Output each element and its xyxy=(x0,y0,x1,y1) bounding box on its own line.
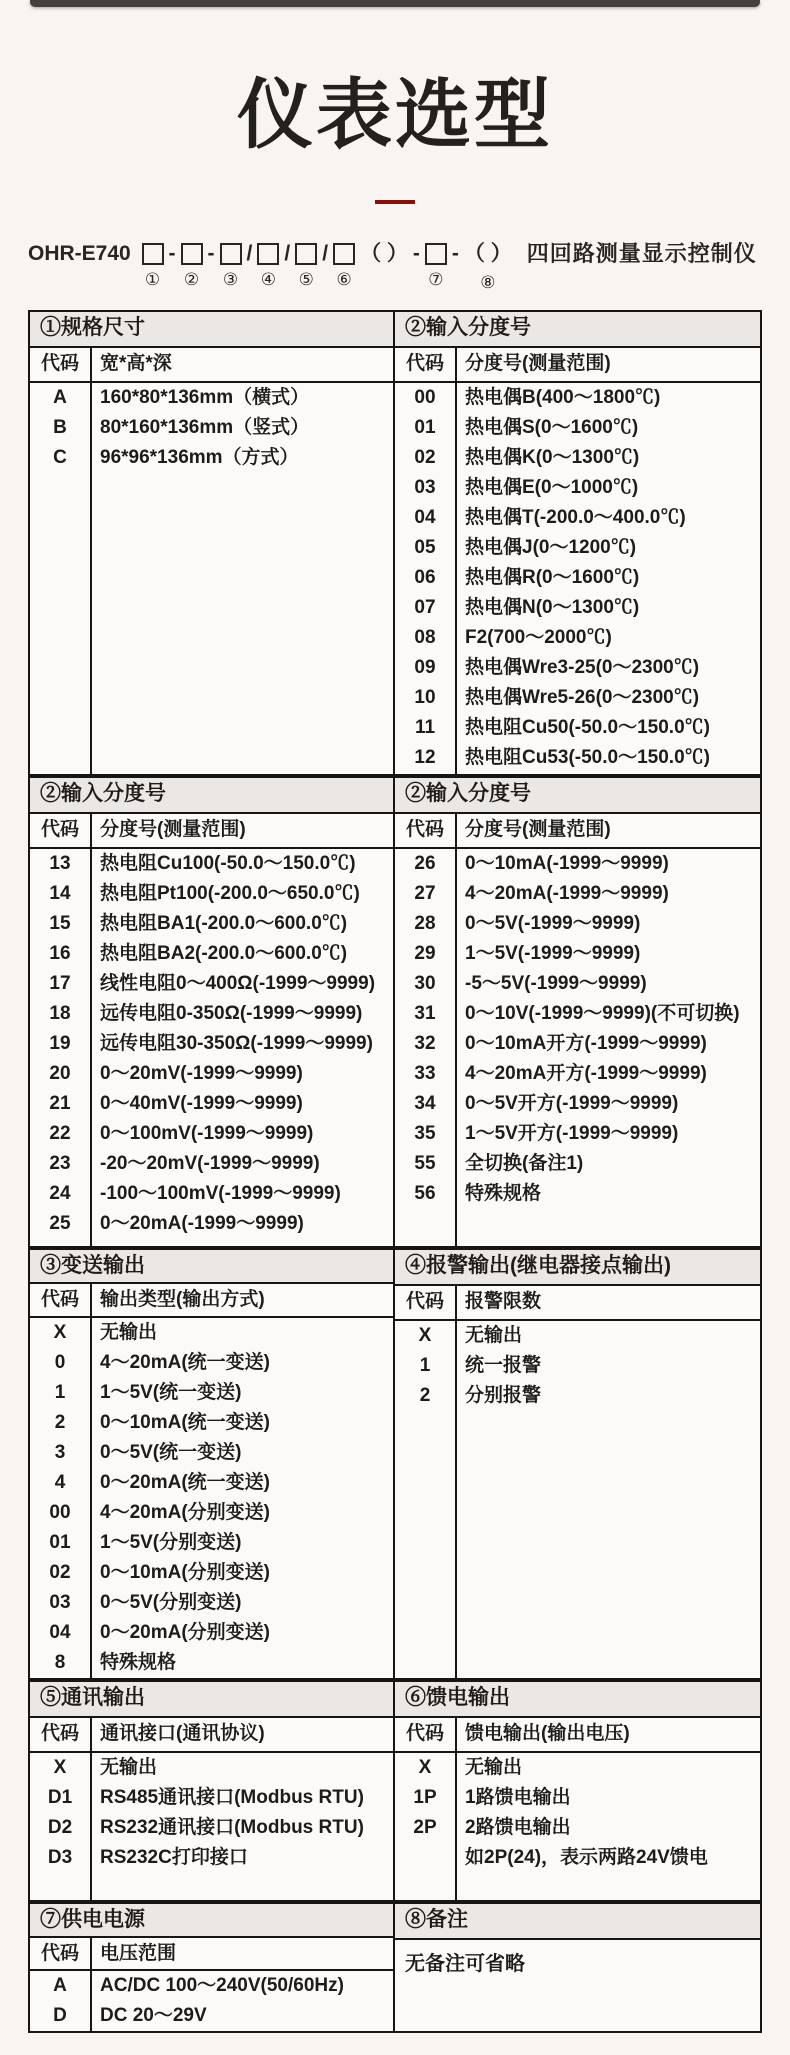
desc-cell: 1路馈电输出 xyxy=(465,1787,571,1808)
code-cell: 21 xyxy=(49,1093,71,1114)
desc-cell: -100～100mV(-1999～9999) xyxy=(100,1183,341,1204)
code-cell: 8 xyxy=(54,1652,66,1673)
code-cell: 2 xyxy=(54,1412,66,1433)
model-line-unit xyxy=(142,240,164,291)
table-body xyxy=(30,1318,393,1678)
model-description: 四回路测量显示控制仪 xyxy=(526,241,757,266)
model-line-unit xyxy=(464,240,512,294)
code-cell: A xyxy=(53,1975,67,1996)
column-header xyxy=(30,1284,393,1318)
code-cell: 05 xyxy=(414,537,436,558)
code-cell: 20 xyxy=(49,1063,71,1084)
desc-cell: 无输出 xyxy=(100,1322,158,1343)
desc-cell: 远传电阻30-350Ω(-1999～9999) xyxy=(100,1033,373,1054)
code-cell: 1 xyxy=(54,1382,66,1403)
model-text: - xyxy=(207,242,215,265)
desc-cell: 无输出 xyxy=(465,1325,523,1346)
section-header: ②输入分度号 xyxy=(395,312,760,348)
desc-cell: 远传电阻0-350Ω(-1999～9999) xyxy=(100,1003,363,1024)
col-header-desc: 分度号(测量范围) xyxy=(465,819,611,840)
desc-cell: 4～20mA(-1999～9999) xyxy=(465,883,669,904)
desc-cell: 0～10V(-1999～9999)(不可切换) xyxy=(465,1003,740,1024)
desc-cell: 0～40mV(-1999～9999) xyxy=(100,1093,303,1114)
model-placeholder-box xyxy=(333,243,355,265)
column-header xyxy=(30,1938,393,1971)
desc-cell: RS232C打印接口 xyxy=(100,1847,248,1868)
code-cell: 00 xyxy=(49,1502,71,1523)
model-placeholder-box xyxy=(220,243,242,265)
code-cell: 32 xyxy=(414,1033,436,1054)
model-text: （ ） xyxy=(360,242,408,265)
col-header-code: 代码 xyxy=(30,1718,92,1751)
section-header: ④报警输出(继电器接点输出) xyxy=(395,1250,760,1286)
selection-tables xyxy=(28,310,762,2033)
desc-cell: 0～20mA(-1999～9999) xyxy=(100,1213,304,1234)
code-cell: 09 xyxy=(414,657,436,678)
code-column xyxy=(395,849,457,1246)
desc-cell: 统一报警 xyxy=(465,1355,542,1376)
red-divider xyxy=(375,200,415,204)
desc-cell: 0～20mA(统一变送) xyxy=(100,1472,270,1493)
top-bar xyxy=(30,0,760,7)
section-header: ⑧备注 xyxy=(395,1904,760,1940)
section-header: ①规格尺寸 xyxy=(30,312,393,348)
code-cell: 18 xyxy=(49,1003,71,1024)
desc-cell: DC 20～29V xyxy=(100,2005,207,2026)
code-cell: 14 xyxy=(49,883,71,904)
code-column xyxy=(30,1753,92,1900)
code-cell: C xyxy=(53,447,67,468)
col-header-desc: 分度号(测量范围) xyxy=(100,819,246,840)
col-header-code: 代码 xyxy=(395,1718,457,1751)
desc-cell: 热电阻Cu100(-50.0～150.0℃) xyxy=(100,853,356,874)
code-column xyxy=(395,1321,457,1678)
code-cell: X xyxy=(418,1325,432,1346)
model-line-unit xyxy=(413,240,420,294)
desc-cell: 热电阻Cu50(-50.0～150.0℃) xyxy=(465,717,710,738)
model-line-unit xyxy=(28,240,137,294)
table-body xyxy=(395,1753,760,1900)
desc-column xyxy=(457,383,760,774)
desc-cell: 80*160*136mm（竖式） xyxy=(100,417,310,438)
code-cell: 03 xyxy=(414,477,436,498)
desc-cell: 0～10mA(分别变送) xyxy=(100,1562,270,1583)
code-cell: 2P xyxy=(413,1817,437,1838)
option-table xyxy=(28,776,762,1248)
desc-cell: RS485通讯接口(Modbus RTU) xyxy=(100,1787,364,1808)
code-column xyxy=(30,849,92,1246)
circle-number: ④ xyxy=(260,270,277,289)
col-header-desc: 电压范围 xyxy=(100,1942,177,1964)
model-line-unit xyxy=(322,240,328,294)
desc-cell: 热电阻BA1(-200.0～600.0℃) xyxy=(100,913,348,934)
model-line-unit xyxy=(517,240,757,294)
table-body xyxy=(395,1321,760,1678)
table-half-left xyxy=(30,312,395,774)
desc-cell: 特殊规格 xyxy=(100,1652,177,1673)
code-cell: 08 xyxy=(414,627,436,648)
desc-cell: F2(700～2000℃) xyxy=(465,627,612,648)
desc-cell: 特殊规格 xyxy=(465,1183,542,1204)
code-cell: 28 xyxy=(414,913,436,934)
desc-cell: 4～20mA开方(-1999～9999) xyxy=(465,1063,707,1084)
code-cell: 55 xyxy=(414,1153,436,1174)
table-half-right xyxy=(395,1904,760,2031)
desc-cell: RS232通讯接口(Modbus RTU) xyxy=(100,1817,364,1838)
code-cell: A xyxy=(53,387,67,408)
desc-cell: 1～5V(-1999～9999) xyxy=(465,943,641,964)
code-cell: 02 xyxy=(414,447,436,468)
desc-cell: AC/DC 100～240V(50/60Hz) xyxy=(100,1975,344,1996)
col-header-code: 代码 xyxy=(395,1286,457,1319)
model-placeholder-box xyxy=(425,243,447,265)
model-line-unit xyxy=(284,240,290,294)
code-column xyxy=(395,383,457,774)
model-text: / xyxy=(284,242,291,265)
desc-cell: 热电偶S(0～1600℃) xyxy=(465,417,639,438)
column-header xyxy=(395,1718,760,1753)
model-text: OHR-E740 xyxy=(28,242,137,265)
code-cell: 31 xyxy=(414,1003,436,1024)
desc-cell: 无输出 xyxy=(100,1757,158,1778)
desc-cell: 1～5V(分别变送) xyxy=(100,1532,242,1553)
model-line-unit xyxy=(295,240,317,291)
code-cell: 35 xyxy=(414,1123,436,1144)
circle-number: ⑤ xyxy=(298,270,314,289)
column-header xyxy=(395,1286,760,1321)
code-cell: 34 xyxy=(414,1093,436,1114)
model-text: / xyxy=(322,242,329,265)
desc-cell: 分别报警 xyxy=(465,1385,542,1406)
option-table xyxy=(28,1680,762,1902)
model-text: - xyxy=(412,242,420,265)
desc-cell: 热电阻BA2(-200.0～600.0℃) xyxy=(100,943,348,964)
desc-cell: 0～5V开方(-1999～9999) xyxy=(465,1093,679,1114)
table-half-left xyxy=(30,778,395,1246)
model-text: - xyxy=(451,242,459,265)
code-cell: 04 xyxy=(414,507,436,528)
code-column xyxy=(395,1753,457,1900)
code-column xyxy=(30,383,92,774)
code-cell: 3 xyxy=(54,1442,66,1463)
code-cell: 30 xyxy=(414,973,436,994)
column-header xyxy=(30,814,393,849)
table-half-left xyxy=(30,1904,395,2031)
code-cell: 33 xyxy=(414,1063,436,1084)
model-text: - xyxy=(168,242,176,265)
code-cell: 2 xyxy=(419,1385,431,1406)
column-header xyxy=(30,348,393,383)
table-half-right xyxy=(395,778,760,1246)
table-half-right xyxy=(395,312,760,774)
table-half-left xyxy=(30,1682,395,1900)
code-cell: 07 xyxy=(414,597,436,618)
column-header xyxy=(395,348,760,383)
desc-cell: 热电偶Wre5-26(0～2300℃) xyxy=(465,687,700,708)
table-half-right xyxy=(395,1682,760,1900)
desc-cell: 热电偶N(0～1300℃) xyxy=(465,597,640,618)
code-column xyxy=(30,1318,92,1678)
model-line-unit xyxy=(247,240,253,294)
desc-column xyxy=(92,849,393,1246)
code-cell: 04 xyxy=(49,1622,71,1643)
table-half-left xyxy=(30,1250,395,1678)
code-cell: D1 xyxy=(47,1787,73,1808)
code-cell: 11 xyxy=(414,717,436,738)
desc-cell: 热电阻Cu53(-50.0～150.0℃) xyxy=(465,747,710,768)
col-header-desc: 馈电输出(输出电压) xyxy=(465,1723,630,1744)
circle-number: ① xyxy=(144,270,161,289)
col-header-desc: 输出类型(输出方式) xyxy=(100,1289,265,1311)
desc-cell: 热电偶R(0～1600℃) xyxy=(465,567,640,588)
code-cell: 15 xyxy=(49,913,71,934)
desc-cell: 4～20mA(统一变送) xyxy=(100,1352,270,1373)
desc-cell: 1～5V开方(-1999～9999) xyxy=(465,1123,679,1144)
col-header-desc: 宽*高*深 xyxy=(100,353,172,374)
code-cell: 06 xyxy=(414,567,436,588)
desc-cell: 1～5V(统一变送) xyxy=(100,1382,242,1403)
option-table xyxy=(28,1248,762,1680)
column-header xyxy=(395,814,760,849)
desc-column xyxy=(92,1971,393,2031)
desc-cell: 0～100mV(-1999～9999) xyxy=(100,1123,314,1144)
desc-cell: 热电偶J(0～1200℃) xyxy=(465,537,637,558)
circle-number: ⑧ xyxy=(480,273,496,292)
circle-number: ⑦ xyxy=(428,270,444,289)
model-line-unit xyxy=(425,240,447,291)
col-header-code: 代码 xyxy=(30,348,92,381)
code-cell: 03 xyxy=(49,1592,71,1613)
code-cell: 13 xyxy=(49,853,71,874)
table-body xyxy=(395,849,760,1246)
desc-cell: 0～10mA开方(-1999～9999) xyxy=(465,1033,707,1054)
desc-cell: 热电偶B(400～1800℃) xyxy=(465,387,661,408)
model-line-unit xyxy=(333,240,355,291)
code-cell: 12 xyxy=(414,747,436,768)
desc-cell: 无输出 xyxy=(465,1757,523,1778)
section-header: ⑤通讯输出 xyxy=(30,1682,393,1718)
model-line-unit xyxy=(208,240,215,294)
code-cell: 1P xyxy=(413,1787,437,1808)
code-cell: D2 xyxy=(47,1817,73,1838)
desc-cell: 热电阻Pt100(-200.0～650.0℃) xyxy=(100,883,360,904)
code-cell: 0 xyxy=(54,1352,66,1373)
model-line-unit xyxy=(257,240,279,291)
desc-cell: 0～20mA(分别变送) xyxy=(100,1622,270,1643)
code-cell: 22 xyxy=(49,1123,71,1144)
col-header-desc: 分度号(测量范围) xyxy=(465,353,611,374)
desc-cell: 热电偶Wre3-25(0～2300℃) xyxy=(465,657,700,678)
desc-cell: 160*80*136mm（横式） xyxy=(100,387,310,408)
model-line-unit xyxy=(220,240,242,291)
code-cell: 23 xyxy=(49,1153,71,1174)
col-header-code: 代码 xyxy=(30,1284,92,1316)
col-header-code: 代码 xyxy=(30,1938,92,1969)
section-header: ⑥馈电输出 xyxy=(395,1682,760,1718)
page-title: 仪表选型 xyxy=(237,73,553,158)
col-header-code: 代码 xyxy=(30,814,92,847)
col-header-code: 代码 xyxy=(395,814,457,847)
model-placeholder-box xyxy=(295,243,317,265)
code-cell: 56 xyxy=(414,1183,436,1204)
table-body xyxy=(30,849,393,1246)
desc-cell: 2路馈电输出 xyxy=(465,1817,571,1838)
code-cell: 01 xyxy=(414,417,436,438)
desc-cell: -20～20mV(-1999～9999) xyxy=(100,1153,320,1174)
code-column xyxy=(30,1971,92,2031)
model-text: （ ） xyxy=(463,242,512,265)
desc-column xyxy=(92,1318,393,1678)
code-cell: 10 xyxy=(414,687,436,708)
desc-cell: 96*96*136mm（方式） xyxy=(100,447,299,468)
code-cell: 27 xyxy=(414,883,436,904)
table-half-right xyxy=(395,1250,760,1678)
code-cell: 29 xyxy=(414,943,436,964)
code-cell xyxy=(395,1843,455,1873)
option-table xyxy=(28,310,762,776)
section-header: ②输入分度号 xyxy=(30,778,393,814)
desc-cell: 线性电阻0～400Ω(-1999～9999) xyxy=(100,973,376,994)
code-cell: 26 xyxy=(414,853,436,874)
code-cell: 00 xyxy=(414,387,436,408)
code-cell: D3 xyxy=(47,1847,73,1868)
code-cell: 17 xyxy=(49,973,71,994)
table-body xyxy=(395,383,760,774)
code-cell: X xyxy=(418,1757,432,1778)
desc-cell: -5～5V(-1999～9999) xyxy=(465,973,647,994)
code-cell: X xyxy=(53,1757,67,1778)
table-body xyxy=(30,1971,393,2031)
desc-cell: 0～20mV(-1999～9999) xyxy=(100,1063,303,1084)
section-header: ③变送输出 xyxy=(30,1250,393,1284)
desc-cell: 4～20mA(分别变送) xyxy=(100,1502,270,1523)
desc-cell: 热电偶T(-200.0～400.0℃) xyxy=(465,507,686,528)
code-cell: D xyxy=(53,2005,67,2026)
code-cell: 24 xyxy=(49,1183,71,1204)
desc-cell: 全切换(备注1) xyxy=(465,1153,584,1174)
section-header: ②输入分度号 xyxy=(395,778,760,814)
model-line-unit xyxy=(360,240,408,294)
circle-number: ② xyxy=(183,270,200,289)
code-cell: 19 xyxy=(49,1033,71,1054)
desc-cell: 如2P(24)，表示两路24V馈电 xyxy=(465,1847,708,1868)
table-body xyxy=(30,383,393,774)
code-cell: 01 xyxy=(49,1532,71,1553)
desc-cell: 热电偶E(0～1000℃) xyxy=(465,477,639,498)
model-placeholder-box xyxy=(257,243,279,265)
code-cell: X xyxy=(53,1322,67,1343)
model-placeholder-box xyxy=(181,243,203,265)
section-header: ⑦供电电源 xyxy=(30,1904,393,1938)
code-cell: 16 xyxy=(49,943,71,964)
model-line xyxy=(28,240,790,294)
code-cell: 02 xyxy=(49,1562,71,1583)
model-line-unit xyxy=(169,240,176,294)
col-header-code: 代码 xyxy=(395,348,457,381)
option-table xyxy=(28,1902,762,2033)
desc-cell: 0～5V(-1999～9999) xyxy=(465,913,641,934)
circle-number: ⑥ xyxy=(336,270,352,289)
desc-column xyxy=(457,849,760,1246)
col-header-desc: 通讯接口(通讯协议) xyxy=(100,1723,265,1744)
col-header-desc: 报警限数 xyxy=(465,1291,542,1312)
desc-cell: 0～5V(统一变送) xyxy=(100,1442,242,1463)
desc-cell: 0～10mA(-1999～9999) xyxy=(465,853,669,874)
table-body xyxy=(30,1753,393,1900)
model-line-unit xyxy=(181,240,203,291)
desc-cell: 0～5V(分别变送) xyxy=(100,1592,242,1613)
desc-column xyxy=(92,383,393,774)
code-cell: 4 xyxy=(54,1472,66,1493)
code-cell: 25 xyxy=(49,1213,71,1234)
desc-cell: 热电偶K(0～1300℃) xyxy=(465,447,640,468)
model-placeholder-box xyxy=(142,243,164,265)
desc-column xyxy=(457,1321,760,1678)
column-header xyxy=(30,1718,393,1753)
circle-number: ③ xyxy=(222,270,239,289)
note-body: 无备注可省略 xyxy=(405,1953,525,1975)
model-line-unit xyxy=(452,240,459,294)
desc-cell: 0～10mA(统一变送) xyxy=(100,1412,270,1433)
desc-column xyxy=(457,1753,760,1900)
code-cell: 1 xyxy=(419,1355,431,1376)
model-text: / xyxy=(246,242,253,265)
code-cell: B xyxy=(53,417,67,438)
desc-column xyxy=(92,1753,393,1900)
